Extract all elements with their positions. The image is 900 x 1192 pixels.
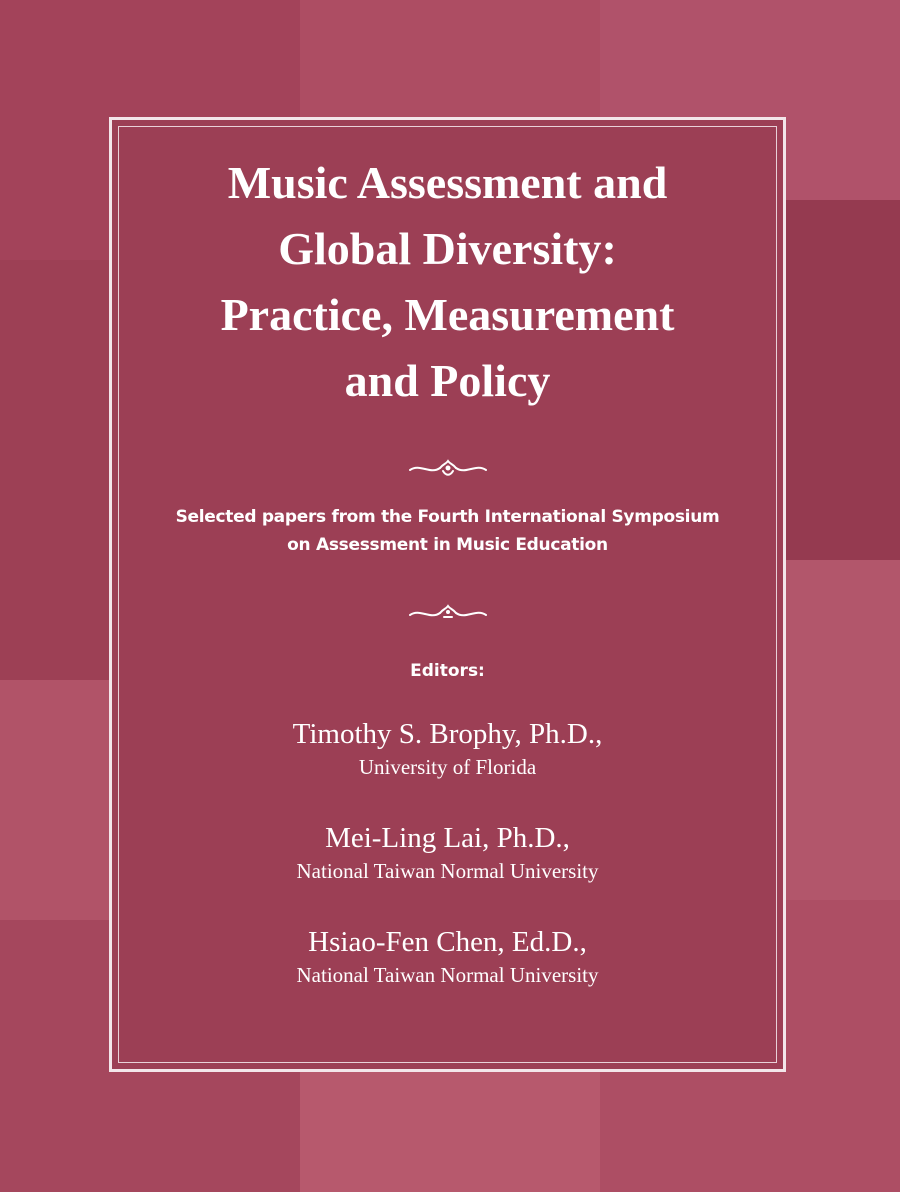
editor-entry: [112, 820, 783, 886]
editor-entry: [112, 716, 783, 782]
subtitle-line: on Assessment in Music Education: [287, 535, 608, 555]
editor-name: Hsiao-Fen Chen, Ed.D.,: [308, 926, 587, 958]
background-tile: [786, 560, 900, 900]
book-title: [112, 150, 783, 414]
editor-affiliation: National Taiwan Normal University: [296, 963, 599, 987]
background-tile: [0, 680, 110, 920]
book-subtitle: [112, 503, 783, 559]
ornament-bottom-icon: [406, 598, 490, 624]
subtitle-line: Selected papers from the Fourth International Symposium: [175, 507, 720, 527]
editor-name: Timothy S. Brophy, Ph.D.,: [292, 718, 603, 750]
editor-affiliation: National Taiwan Normal University: [296, 859, 599, 883]
background-tile: [300, 1072, 600, 1192]
title-line: Practice, Measurement: [220, 289, 675, 340]
editors-heading: Editors:: [410, 661, 485, 681]
editor-entry: [112, 924, 783, 990]
background-tile: [0, 260, 110, 680]
title-line: Music Assessment and: [227, 157, 668, 208]
editor-affiliation: University of Florida: [358, 755, 537, 779]
background-tile: [786, 200, 900, 560]
title-line: Global Diversity:: [278, 223, 617, 274]
background-tile: [300, 0, 600, 120]
cover-panel: [109, 117, 786, 1072]
ornament-top-icon: [406, 455, 490, 481]
editor-name: Mei-Ling Lai, Ph.D.,: [325, 822, 570, 854]
title-line: and Policy: [344, 355, 551, 406]
